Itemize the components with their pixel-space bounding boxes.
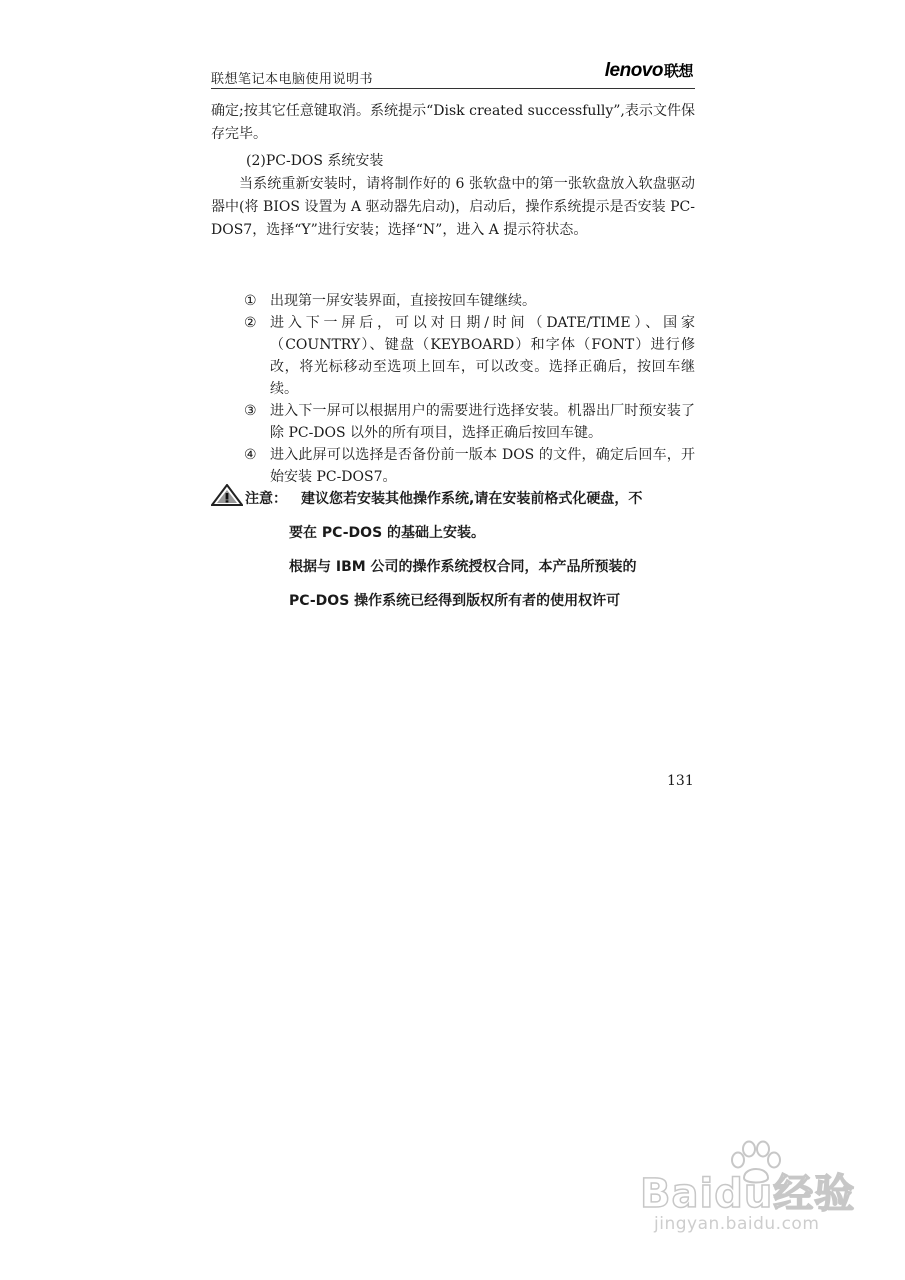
section-heading: (2)PC-DOS 系统安装 [246, 153, 384, 169]
note-text: 要在 PC-DOS 的基础上安装。 [289, 525, 486, 541]
step-text: 进入下一屏后，可以对日期/时间（DATE/TIME）、国家（COUNTRY）、键盘（KEYBOARD）和字体（FONT）进行修改，将光标移动至选项上回车，可以改变。选择正确后，按回车继续。 [270, 315, 695, 397]
body-paragraph: 当系统重新安装时，请将制作好的 6 张软盘中的第一张软盘放入软盘驱动器中(将 BIOS 设置为 A 驱动器先启动)，启动后，操作系统提示是否安装 PC-DOS7，选择“Y”进行安装；选择“N”，进入 A 提示符状态。 [211, 176, 695, 238]
step-text: 进入下一屏可以根据用户的需要进行选择安装。机器出厂时预安装了除 PC-DOS 以外的所有项目，选择正确后按回车键。 [270, 403, 695, 441]
list-item [244, 290, 695, 312]
list-item [244, 444, 695, 488]
watermark-logo: Baidu经验 [640, 1171, 856, 1217]
list-item [244, 400, 695, 444]
note-text: PC-DOS 操作系统已经得到版权所有者的使用权许可 [289, 593, 621, 609]
install-steps [244, 290, 695, 488]
brand-name-cn: 联想 [663, 63, 693, 80]
warning-icon [211, 484, 243, 506]
step-number: ③ [244, 403, 257, 419]
lenovo-logo [605, 60, 693, 82]
page-header [211, 60, 695, 89]
step-number: ② [244, 315, 257, 331]
baidu-watermark [640, 1140, 870, 1260]
step-text: 出现第一屏安装界面，直接按回车键继续。 [270, 293, 536, 309]
step-number: ④ [244, 447, 257, 463]
note-label: 注意： [245, 491, 287, 507]
list-item [244, 312, 695, 400]
manual-title: 联想笔记本电脑使用说明书 [211, 72, 374, 87]
watermark-url: jingyan.baidu.com [654, 1214, 820, 1234]
note-text: 根据与 IBM 公司的操作系统授权合同，本产品所预装的 [289, 559, 637, 575]
note-text: 建议您若安装其他操作系统,请在安装前格式化硬盘，不 [301, 491, 643, 507]
step-text: 进入此屏可以选择是否备份前一版本 DOS 的文件，确定后回车，开始安装 PC-DOS7。 [270, 447, 695, 485]
intro-paragraph: 确定;按其它任意键取消。系统提示“Disk created successfully”,表示文件保存完毕。 [211, 103, 695, 142]
brand-name: lenovo [604, 60, 663, 81]
step-number: ① [244, 293, 257, 309]
page-number: 131 [667, 773, 694, 789]
